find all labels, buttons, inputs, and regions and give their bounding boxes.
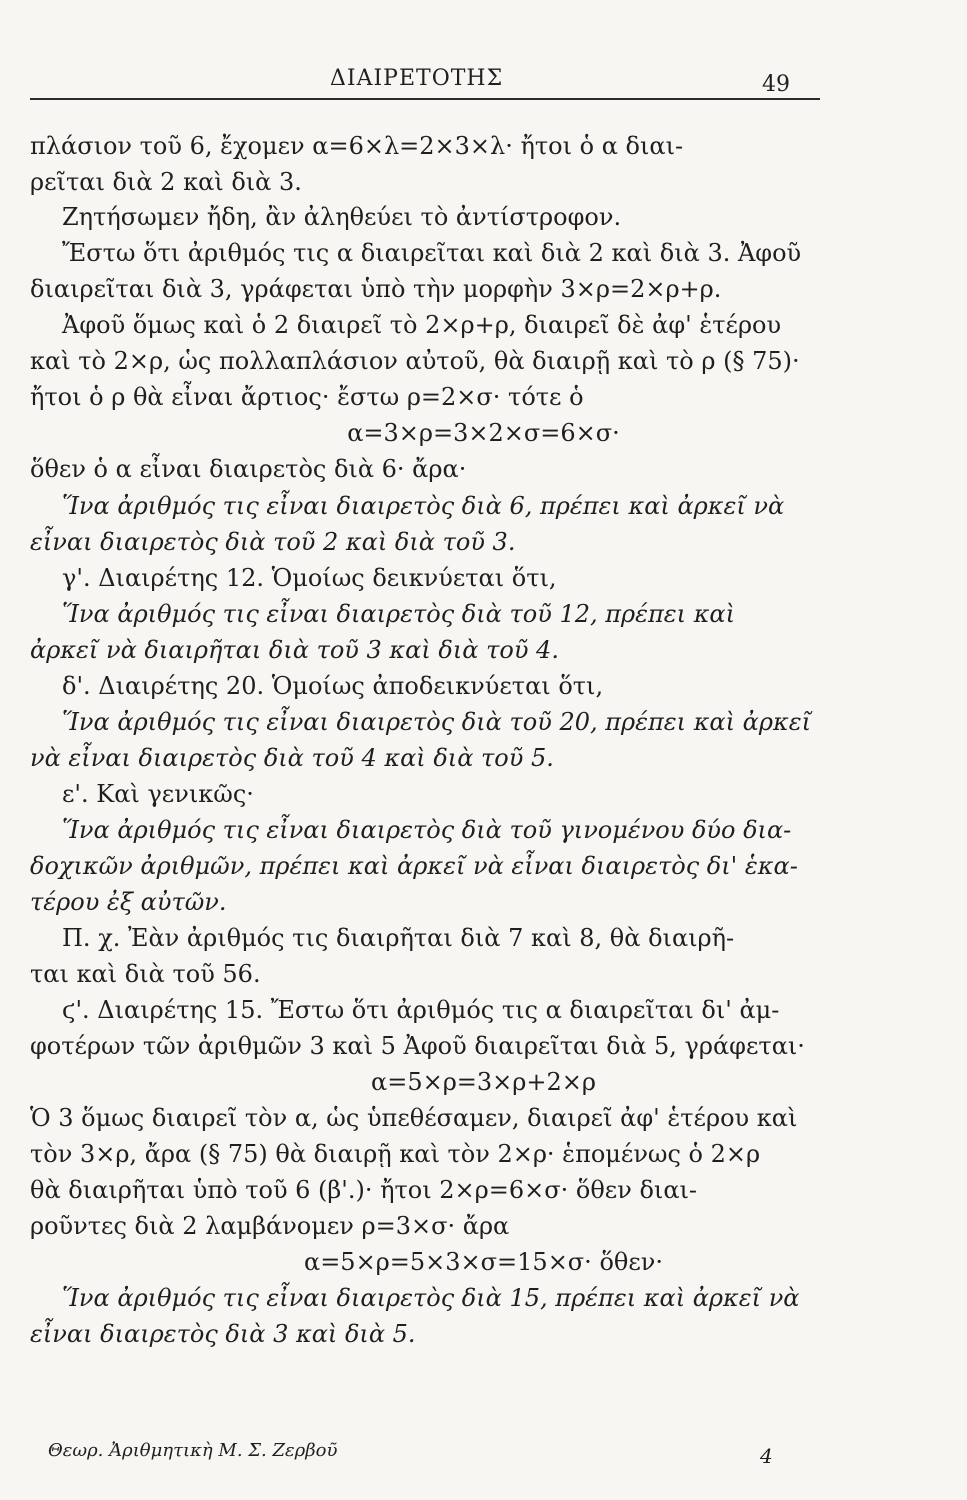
theorem-line: ἀρκεῖ νὰ διαιρῆται διὰ τοῦ 3 καὶ διὰ τοῦ 4. (30, 636, 559, 664)
text-line: Ἔστω ὅτι ἀριθμός τις α διαιρεῖται καὶ διὰ 2 καὶ διὰ 3. Ἀφοῦ (62, 239, 802, 267)
text-line: Π. χ. Ἐὰν ἀριθμός τις διαιρῆται διὰ 7 καὶ 8, θὰ διαιρῆ- (62, 924, 735, 952)
page-number: 49 (762, 72, 790, 97)
theorem-line: τέρου ἐξ αὐτῶν. (30, 888, 227, 916)
section-heading: γ'. Διαιρέτης 12. Ὁμοίως δεικνύεται ὅτι, (62, 564, 557, 592)
running-header-title: ΔΙΑΙΡΕΤΟΤΗΣ (330, 66, 504, 91)
equation: α=3×ρ=3×2×σ=6×σ· (347, 419, 620, 447)
text-line: Ὁ 3 ὅμως διαιρεῖ τὸν α, ὡς ὑπεθέσαμεν, διαιρεῖ ἀφ' ἑτέρου καὶ (30, 1104, 798, 1132)
text-line: διαιρεῖται διὰ 3, γράφεται ὑπὸ τὴν μορφὴν 3×ρ=2×ρ+ρ. (30, 275, 722, 303)
text-line: τὸν 3×ρ, ἄρα (§ 75) θὰ διαιρῇ καὶ τὸν 2×ρ· ἑπομένως ὁ 2×ρ (30, 1140, 761, 1168)
theorem-line: δοχικῶν ἀριθμῶν, πρέπει καὶ ἀρκεῖ νὰ εἶναι διαιρετὸς δι' ἑκα- (30, 852, 798, 880)
text-line: καὶ τὸ 2×ρ, ὡς πολλαπλάσιον αὐτοῦ, θὰ διαιρῇ καὶ τὸ ρ (§ 75)· (30, 347, 800, 375)
header-rule (30, 98, 820, 100)
text-line: θὰ διαιρῆται ὑπὸ τοῦ 6 (β'.)· ἤτοι 2×ρ=6×σ· ὅθεν διαι- (30, 1176, 698, 1204)
text-line: Ζητήσωμεν ἤδη, ἂν ἀληθεύει τὸ ἀντίστροφον. (62, 203, 622, 231)
theorem-line: εἶναι διαιρετὸς διὰ τοῦ 2 καὶ διὰ τοῦ 3. (30, 528, 516, 556)
equation: α=5×ρ=5×3×σ=15×σ· ὅθεν· (303, 1248, 663, 1276)
text-line: ἤτοι ὁ ρ θὰ εἶναι ἄρτιος· ἔστω ρ=2×σ· τότε ὁ (30, 383, 584, 411)
text-line: ρεῖται διὰ 2 καὶ διὰ 3. (30, 168, 302, 196)
theorem-line: νὰ εἶναι διαιρετὸς διὰ τοῦ 4 καὶ διὰ τοῦ 5. (30, 744, 554, 772)
section-heading: ε'. Καὶ γενικῶς· (62, 780, 254, 808)
theorem-line: Ἵνα ἀριθμός τις εἶναι διαιρετὸς διὰ τοῦ 20, πρέπει καὶ ἀρκεῖ (62, 708, 812, 736)
theorem-line: Ἵνα ἀριθμός τις εἶναι διαιρετὸς διὰ τοῦ 12, πρέπει καὶ (62, 600, 736, 628)
theorem-line: Ἵνα ἀριθμός τις εἶναι διαιρετὸς διὰ 6, πρέπει καὶ ἀρκεῖ νὰ (62, 492, 785, 520)
footer-book-title: Θεωρ. Ἀριθμητικὴ Μ. Σ. Ζερβοῦ (48, 1440, 338, 1461)
text-line: ροῦντες διὰ 2 λαμβάνομεν ρ=3×σ· ἄρα (30, 1212, 510, 1240)
text-line: Ἀφοῦ ὅμως καὶ ὁ 2 διαιρεῖ τὸ 2×ρ+ρ, διαιρεῖ δὲ ἀφ' ἑτέρου (62, 311, 782, 339)
equation: α=5×ρ=3×ρ+2×ρ (371, 1068, 596, 1096)
section-heading: δ'. Διαιρέτης 20. Ὁμοίως ἀποδεικνύεται ὅτι, (62, 672, 604, 700)
theorem-line: Ἵνα ἀριθμός τις εἶναι διαιρετὸς διὰ 15, πρέπει καὶ ἀρκεῖ νὰ (62, 1284, 800, 1312)
theorem-line: εἶναι διαιρετὸς διὰ 3 καὶ διὰ 5. (30, 1320, 416, 1348)
text-line: ὅθεν ὁ α εἶναι διαιρετὸς διὰ 6· ἄρα· (30, 455, 467, 483)
theorem-line: Ἵνα ἀριθμός τις εἶναι διαιρετὸς διὰ τοῦ γινομένου δύο δια- (62, 816, 792, 844)
section-heading: ϛ'. Διαιρέτης 15. Ἔστω ὅτι ἀριθμός τις α διαιρεῖται δι' ἀμ- (62, 996, 780, 1024)
text-line: φοτέρων τῶν ἀριθμῶν 3 καὶ 5 Ἀφοῦ διαιρεῖται διὰ 5, γράφεται· (30, 1032, 805, 1060)
text-line: πλάσιον τοῦ 6, ἔχομεν α=6×λ=2×3×λ· ἤτοι ὁ α διαι- (30, 132, 684, 160)
text-line: ται καὶ διὰ τοῦ 56. (30, 960, 261, 988)
signature-mark: 4 (760, 1444, 773, 1468)
